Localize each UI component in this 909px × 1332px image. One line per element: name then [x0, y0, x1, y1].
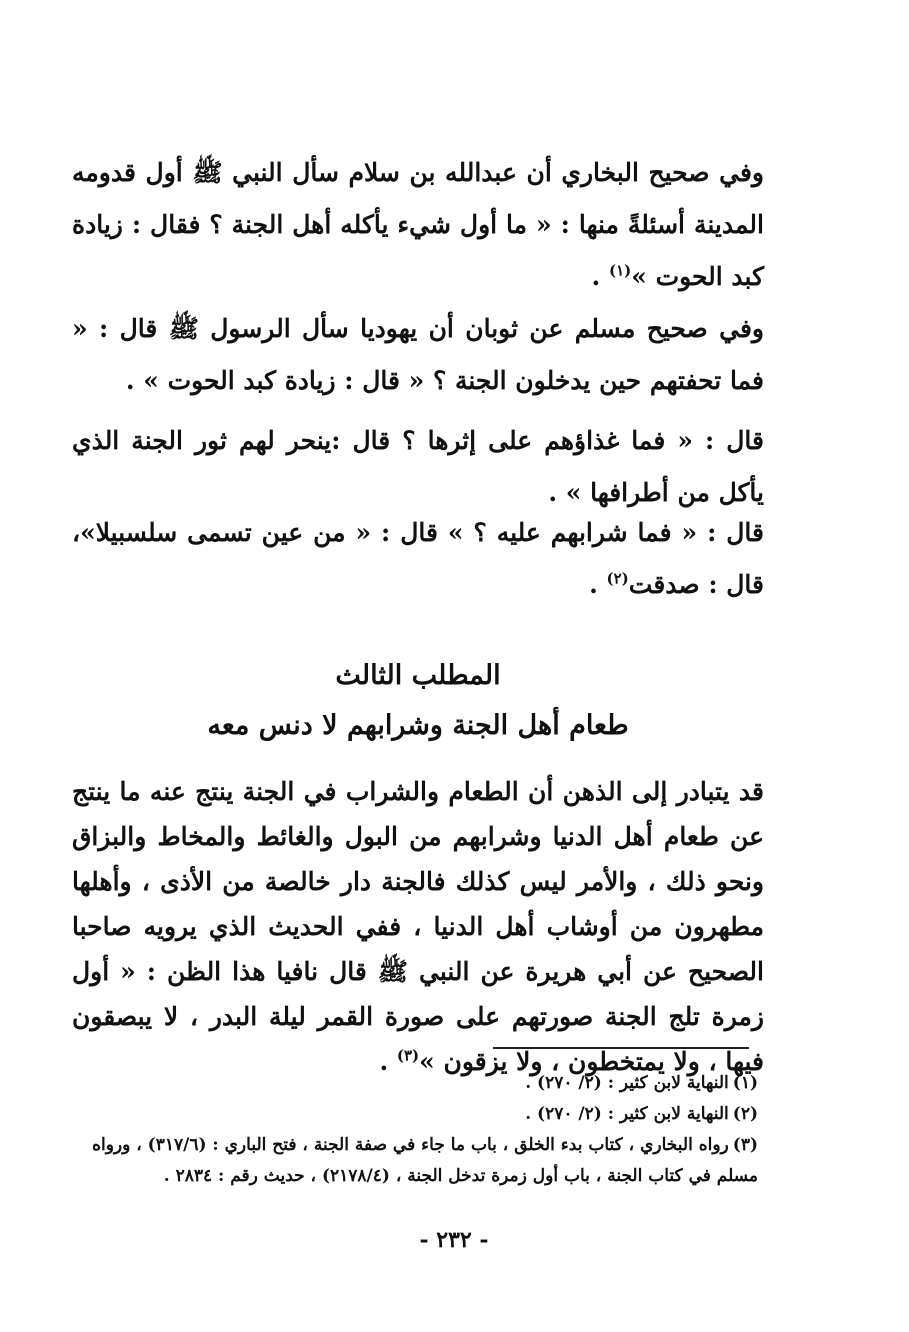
paragraph-text: وفي صحيح مسلم عن ثوبان أن يهوديا سأل الرسول ﷺ قال : « فما تحفتهم حين يدخلون الجنة ؟ « قال : زيادة كبد الحوت » . — [72, 314, 764, 395]
paragraph-end: . — [379, 1047, 397, 1076]
paragraph-text: قد يتبادر إلى الذهن أن الطعام والشراب في الجنة ينتج عنه ما ينتج عن طعام أهل الدنيا وشرابهم من البول والغائط والمخاط والبزاق ونحو ذلك ، والأمر ليس كذلك فالجنة دار خالصة من الأذى ، وأهلها مطهرون من أوشاب أهل الدنيا ، ففي الحديث الذي يرويه صاحبا الصحيح عن أبي هريرة عن النبي ﷺ قال نافيا هذا الظن : « أول زمرة تلج الجنة صورتهم على صورة القمر ليلة البدر ، لا يبصقون فيها ، ولا يمتخطون ، ولا يزقون » — [72, 777, 764, 1076]
footnote-3 — [90, 1130, 758, 1192]
paragraph-sharab — [72, 507, 764, 611]
footnote-reference-1: (١) — [608, 261, 632, 280]
footnote-1 — [90, 1068, 758, 1099]
paragraph-no-impurity — [72, 769, 764, 1084]
paragraph-text: قال : « فما شرابهم عليه ؟ » قال : « من عين تسمى سلسبيلا»، قال : صدقت — [72, 518, 764, 599]
paragraph-ghidha — [72, 415, 764, 519]
footnote-number: (٣) — [732, 1135, 758, 1155]
footnotes — [90, 1068, 758, 1192]
paragraph-bukhari-hadith — [72, 147, 764, 303]
section-title: المطلب الثالث — [335, 660, 501, 692]
footnote-text: النهاية لابن كثير : (٢/ ٢٧٠) . — [525, 1104, 729, 1124]
paragraph-muslim-hadith — [72, 303, 764, 407]
footnote-separator — [493, 1047, 749, 1049]
paragraph-text: قال : « فما غذاؤهم على إثرها ؟ قال :ينحر لهم ثور الجنة الذي يأكل من أطرافها » . — [72, 426, 764, 507]
footnote-number: (٢) — [732, 1104, 758, 1124]
page-number: - ٢٣٢ - — [419, 1227, 489, 1253]
footnote-2 — [90, 1099, 758, 1130]
footnote-text: النهاية لابن كثير : (٢/ ٢٧٠) . — [525, 1073, 729, 1093]
footnote-text: رواه البخاري ، كتاب بدء الخلق ، باب ما جاء في صفة الجنة ، فتح الباري : (٣١٧/٦) ، ورواه مسلم في كتاب الجنة ، باب أول زمرة تدخل الجنة ، (٢١٧٨/٤) ، حديث رقم : ٢٨٣٤ . — [92, 1135, 758, 1186]
footnote-number: (١) — [732, 1073, 758, 1093]
paragraph-end: . — [589, 570, 607, 599]
footnote-reference-2: (٢) — [606, 569, 629, 588]
paragraph-end: . — [591, 262, 609, 291]
section-subtitle: طعام أهل الجنة وشرابهم لا دنس معه — [207, 710, 629, 741]
paragraph-text: وفي صحيح البخاري أن عبدالله بن سلام سأل النبي ﷺ أول قدومه المدينة أسئلةً منها : « ما أول شيء يأكله أهل الجنة ؟ فقال : زيادة كبد الحوت » — [72, 158, 764, 291]
footnote-reference-3: (٣) — [396, 1046, 420, 1065]
